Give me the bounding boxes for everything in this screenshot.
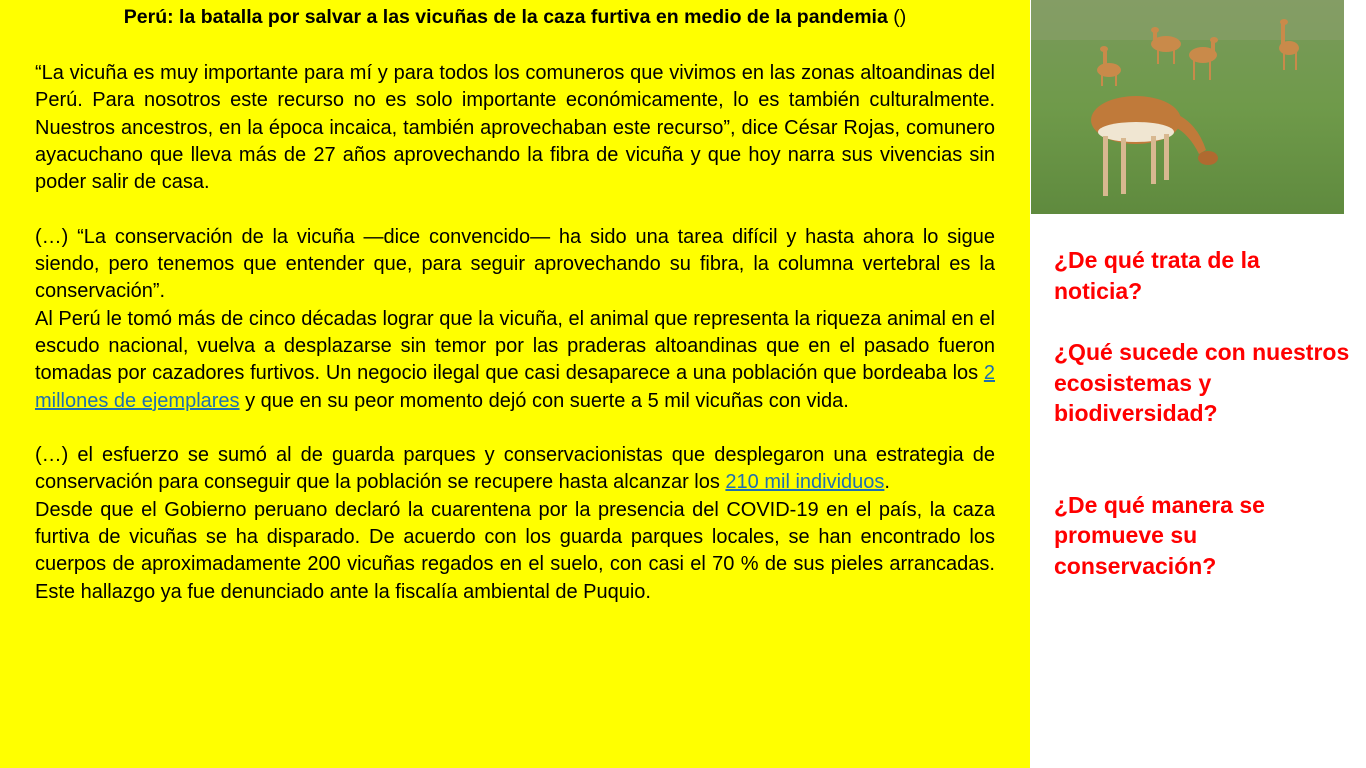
paragraph-effort-text: (…) el esfuerzo se sumó al de guarda parques y conservacionistas que desplegaron una estrategia de conservación para conseguir que la población se recupere hasta alcanzar los <box>35 444 995 494</box>
link-2-millones[interactable]: 2 millones de ejemplares <box>35 362 995 412</box>
article-title-text: Perú: la batalla por salvar a las vicuñas de la caza furtiva en medio de la pandemia <box>123 6 888 28</box>
question-1: ¿De qué trata de la noticia? <box>1054 247 1260 304</box>
article-title <box>0 6 1030 29</box>
paragraph-effort-text-end: . <box>884 471 890 494</box>
paragraph-quote: “La vicuña es muy importante para mí y para todos los comuneros que vivimos en las zonas altoandinas del Perú. Para nosotros este recurso no es solo importante económicamente, lo es también culturalmente. Nuestros ancestros, en la época incaica, también aprovechaban este recurso”, dice César Rojas, comunero ayacuchano que lleva más de 27 años aprovechando la fibra de vicuña y que hoy narra sus vivencias sin poder salir de casa. <box>35 62 995 194</box>
paragraph-history <box>35 306 995 415</box>
question-2: ¿Qué sucede con nuestros ecosistemas y biodiversidad? <box>1054 339 1350 426</box>
article-title-suffix: () <box>893 6 907 28</box>
vicuna-photo <box>1031 0 1344 214</box>
paragraph-pandemic: Desde que el Gobierno peruano declaró la cuarentena por la presencia del COVID-19 en el país, la caza furtiva de vicuñas se ha disparado. De acuerdo con los guarda parques locales, se han encontrado los cuerpos de aproximadamente 200 vicuñas regados en el suelo, con casi el 70 % de sus pieles arrancadas. Este hallazgo ya fue denunciado ante la fiscalía ambiental de Puquio. <box>35 498 995 603</box>
question-3: ¿De qué manera se promueve su conservación? <box>1054 491 1265 579</box>
paragraph-history-text-end: y que en su peor momento dejó con suerte a 5 mil vicuñas con vida. <box>239 389 849 412</box>
link-210-mil[interactable]: 210 mil individuos <box>725 471 885 494</box>
article-body <box>35 60 995 606</box>
paragraph-effort <box>35 442 995 497</box>
questions-panel <box>1054 245 1354 581</box>
paragraph-conservation-quote: (…) “La conservación de la vicuña —dice convencido— ha sido una tarea difícil y hasta ahora lo sigue siendo, pero tenemos que entender que, para seguir aprovechando su fibra, la columna vertebral es la conservación”. <box>35 225 995 303</box>
paragraph-history-text: Al Perú le tomó más de cinco décadas lograr que la vicuña, el animal que representa la riqueza animal en el escudo nacional, vuelva a desplazarse sin temor por las praderas altoandinas que en el pasado fueron tomadas por cazadores furtivos. Un negocio ilegal que casi desaparece a una población que bordeaba los <box>35 307 995 385</box>
